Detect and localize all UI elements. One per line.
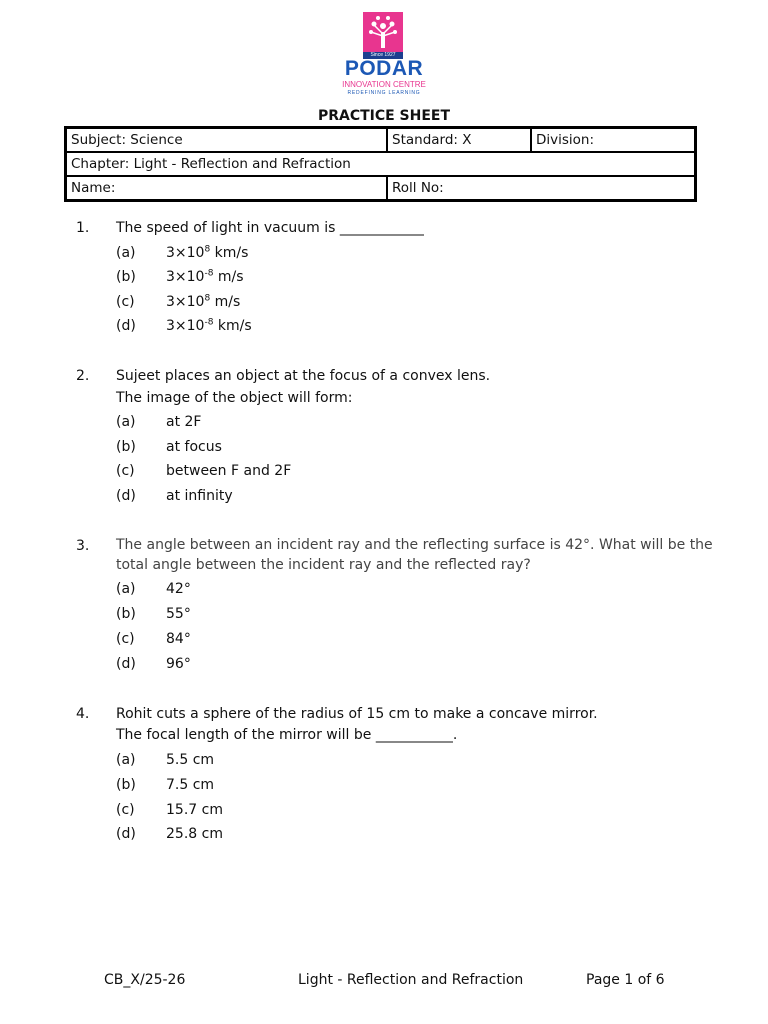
option-label: (d)	[116, 488, 136, 504]
podar-logo	[336, 12, 432, 98]
option-text: at infinity	[166, 488, 233, 504]
option-text: 84°	[166, 631, 191, 647]
question-text: Sujeet places an object at the focus of a convex lens.	[116, 368, 491, 384]
option-label: (a)	[116, 245, 136, 261]
footer-page-number: Page 1 of 6	[586, 972, 665, 988]
chapter-cell: Chapter: Light - Reflection and Refraction	[66, 152, 695, 176]
question-text: The speed of light in vacuum is ____________	[116, 220, 424, 236]
question-number: 3.	[76, 538, 90, 554]
option-label: (b)	[116, 269, 136, 285]
question-number: 4.	[76, 706, 90, 722]
option-label: (a)	[116, 414, 136, 430]
option-label: (d)	[116, 826, 136, 842]
question-text: total angle between the incident ray and the reflected ray?	[116, 557, 531, 573]
option-label: (a)	[116, 581, 136, 597]
option-text: 42°	[166, 581, 191, 597]
option-text: 55°	[166, 606, 191, 622]
option-label: (d)	[116, 656, 136, 672]
option-text: 5.5 cm	[166, 752, 215, 768]
option-text: 96°	[166, 656, 191, 672]
option-text: 25.8 cm	[166, 826, 223, 842]
option-text: between F and 2F	[166, 463, 292, 479]
page-title: PRACTICE SHEET	[317, 108, 451, 124]
option-label: (c)	[116, 463, 135, 479]
subject-cell: Subject: Science	[66, 128, 387, 152]
question-text: The focal length of the mirror will be ___________.	[116, 727, 458, 743]
option-label: (c)	[116, 802, 135, 818]
logo-subtitle: INNOVATION CENTRE	[342, 80, 426, 89]
question-text: Rohit cuts a sphere of the radius of 15 cm to make a concave mirror.	[116, 706, 598, 722]
division-cell: Division:	[531, 128, 695, 152]
logo-tagline: REDEFINING LEARNING	[347, 90, 421, 96]
option-label: (c)	[116, 294, 135, 310]
option-label: (b)	[116, 439, 136, 455]
option-text: $3\times 10^{-8}$ m/s	[166, 268, 244, 285]
option-text: $3\times 10^{-8}$ km/s	[166, 317, 252, 334]
option-label: (c)	[116, 631, 135, 647]
option-label: (d)	[116, 318, 136, 334]
footer-chapter: Light - Reflection and Refraction	[298, 972, 524, 988]
logo-name: PODAR	[344, 57, 424, 80]
option-text: $3\times 10^8$ m/s	[166, 293, 241, 310]
option-text: 15.7 cm	[166, 802, 223, 818]
option-text: at 2F	[166, 414, 202, 430]
option-text: $3\times 10^8$ km/s	[166, 244, 249, 261]
question-text: The image of the object will form:	[116, 390, 353, 406]
question-number: 1.	[76, 220, 90, 236]
standard-cell: Standard: X	[387, 128, 531, 152]
option-label: (a)	[116, 752, 136, 768]
option-text: at focus	[166, 439, 222, 455]
footer-document-code: CB_X/25-26	[104, 972, 186, 988]
logo-since-text: Since 1927	[363, 52, 403, 59]
option-label: (b)	[116, 777, 136, 793]
question-text: The angle between an incident ray and the reflecting surface is 42°. What will be the	[116, 537, 713, 553]
question-number: 2.	[76, 368, 90, 384]
option-label: (b)	[116, 606, 136, 622]
roll-number-cell: Roll No:	[387, 176, 695, 200]
option-text: 7.5 cm	[166, 777, 215, 793]
tree-logo-icon	[363, 12, 403, 52]
name-cell: Name:	[66, 176, 387, 200]
student-info-table	[64, 126, 697, 202]
